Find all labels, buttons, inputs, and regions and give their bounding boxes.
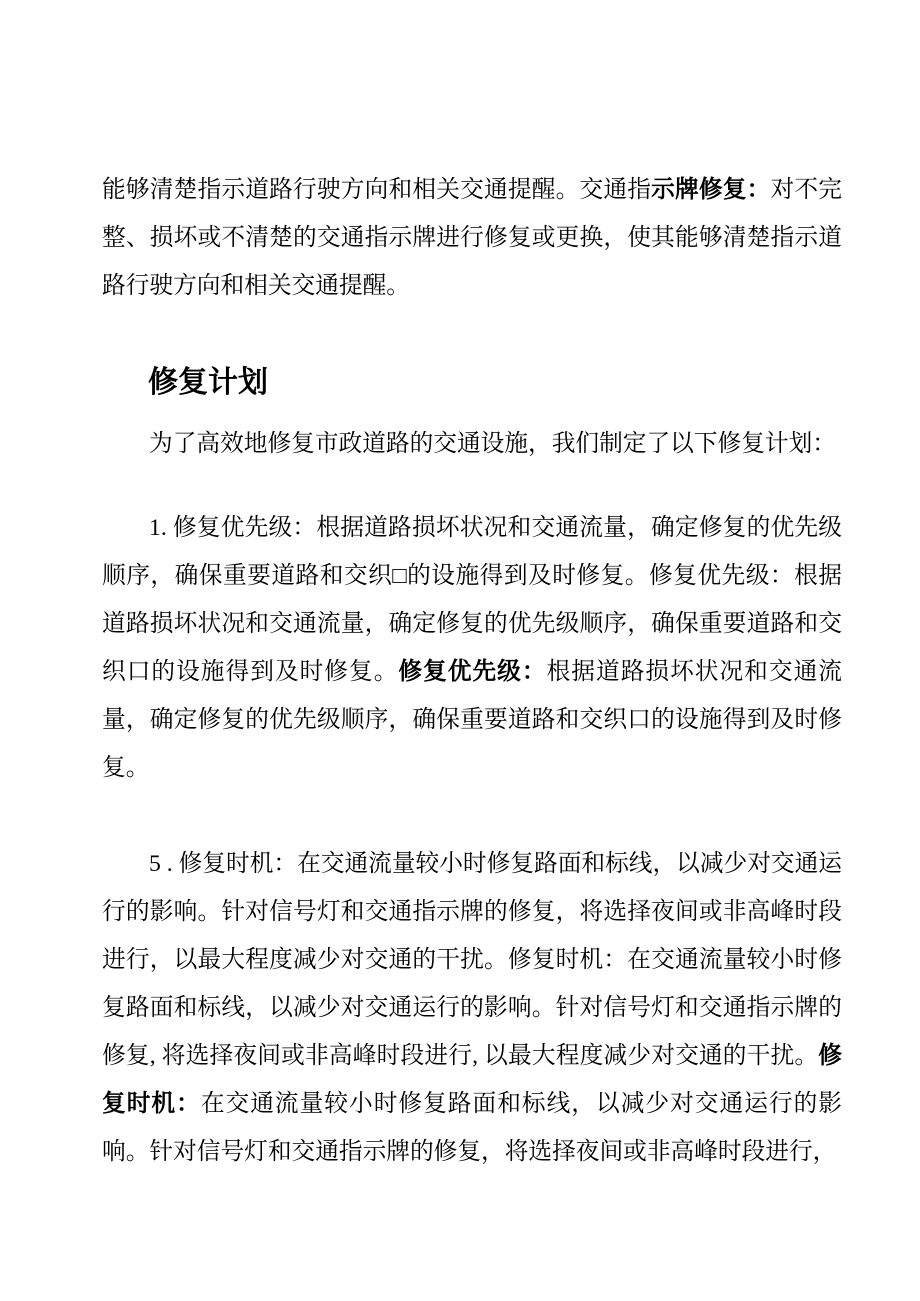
paragraph-intro	[102, 420, 842, 468]
text-run: 为了高效地修复市政道路的交通设施，我们制定了以下修复计划：	[149, 431, 836, 457]
bold-text-run: 示牌修复：	[651, 177, 771, 203]
text-run: 1. 修复优先级：根据道路损坏状况和交通流量，确定修复的优先级顺序，确保重要道路和交织□的设施得到及时修复。修复优先级：根据道路损坏状况和交通流量，确定修复的优先级顺序，确保重要道路和交织口的设施得到及时修复。	[102, 515, 842, 685]
paragraph-numbered-item-5	[102, 840, 842, 1176]
text-run: 5 . 修复时机：在交通流量较小时修复路面和标线，以减少对交通运行的影响。针对信号灯和交通指示牌的修复，将选择夜间或非高峰时段进行，以最大程度减少对交通的干扰。修复时机：在交通流量较小时修复路面和标线，以减少对交通运行的影响。针对信号灯和交通指示牌的修复, 将选择夜间或非高峰时段进行, 以最大程度减少对交通的干扰。	[102, 851, 842, 1069]
paragraph-numbered-item-1	[102, 504, 842, 792]
bold-text-run: 修复计划	[148, 366, 268, 399]
document-body	[102, 166, 842, 1176]
text-run: 对不完整、损坏或不清楚的交通指示牌进行修复或更换，使其能够清楚指示道路行驶方向和相关交通提醒。	[102, 177, 842, 299]
text-run: 根据道路损坏状况和交通流量，确定修复的优先级顺序，确保重要道路和交织口的设施得到及时修复。	[102, 659, 842, 781]
section-heading	[148, 360, 842, 406]
bold-text-run: 修复时机：	[102, 1043, 842, 1117]
text-run: 在交通流量较小时修复路面和标线，以减少对交通运行的影响。针对信号灯和交通指示牌的修复，将选择夜间或非高峰时段进行，	[102, 1091, 842, 1165]
text-run: 能够清楚指示道路行驶方向和相关交通提醒。交通指	[102, 177, 652, 203]
paragraph-continuation	[102, 166, 842, 310]
bold-text-run: 修复优先级：	[398, 659, 547, 685]
